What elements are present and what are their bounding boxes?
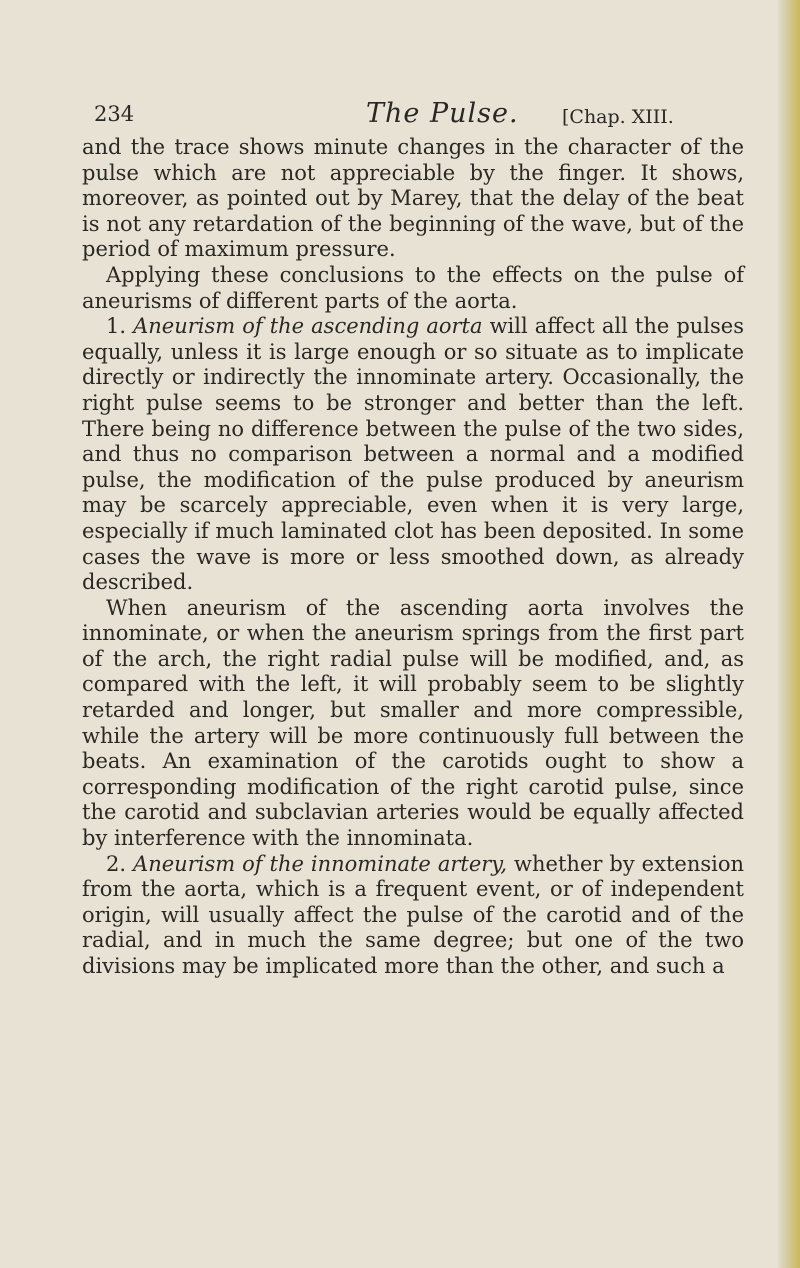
page-edge xyxy=(778,0,800,1268)
paragraph-text: Applying these conclusions to the effects on the pulse of aneurisms of different parts of the aorta. xyxy=(82,262,744,313)
chapter-reference: [Chap. XIII. xyxy=(562,106,674,128)
paragraph xyxy=(82,263,744,314)
paragraph xyxy=(82,135,744,263)
paragraph-text: When aneurism of the ascending aorta involves the innominate, or when the aneurism springs from the first part of the arch, the right radial pulse will be modified, and, as compared with the left, it will probably seem to be slightly retarded and longer, but smaller and more compressible, while the artery will be more continuously full between the beats. An examination of the carotids ought to show a corresponding modification of the right carotid pulse, since the carotid and subclavian arteries would be equally affected by interference with the innominata. xyxy=(82,595,744,851)
running-header xyxy=(94,98,744,132)
section-number: 2. xyxy=(106,851,127,876)
paragraph xyxy=(82,852,744,980)
body-text xyxy=(82,135,744,980)
page-number: 234 xyxy=(94,102,135,126)
running-title: The Pulse. xyxy=(366,98,519,129)
paragraph-text: whether by extension from the aorta, which is a frequent event, or of independent origin, will usually affect the pulse of the carotid and of the radial, and in much the same degree; but one of the two divisions may be implicated more than the other, and such a xyxy=(82,851,745,978)
paragraph xyxy=(82,314,744,596)
section-number: 1. xyxy=(106,314,127,339)
paragraph-text: will affect all the pulses equally, unless it is large enough or so situate as to implicate directly or indirectly the innominate artery. Occasionally, the right pulse seems to be stronger and better than the left. There being no difference between the pulse of the two sides, and thus no comparison between a normal and a modified pulse, the modification of the pulse produced by aneurism may be scarcely appreciable, even when it is very large, especially if much laminated clot has been deposited. In some cases the wave is more or less smoothed down, as already described. xyxy=(82,314,744,595)
section-heading: Aneurism of the ascending aorta xyxy=(133,314,483,339)
paragraph-text: and the trace shows minute changes in the character of the pulse which are not appreciable by the finger. It shows, moreover, as pointed out by Marey, that the delay of the beat is not any retardation of the beginning of the wave, but of the period of maximum pressure. xyxy=(82,135,744,262)
section-heading: Aneurism of the innominate artery, xyxy=(133,851,508,876)
paragraph xyxy=(82,596,744,852)
